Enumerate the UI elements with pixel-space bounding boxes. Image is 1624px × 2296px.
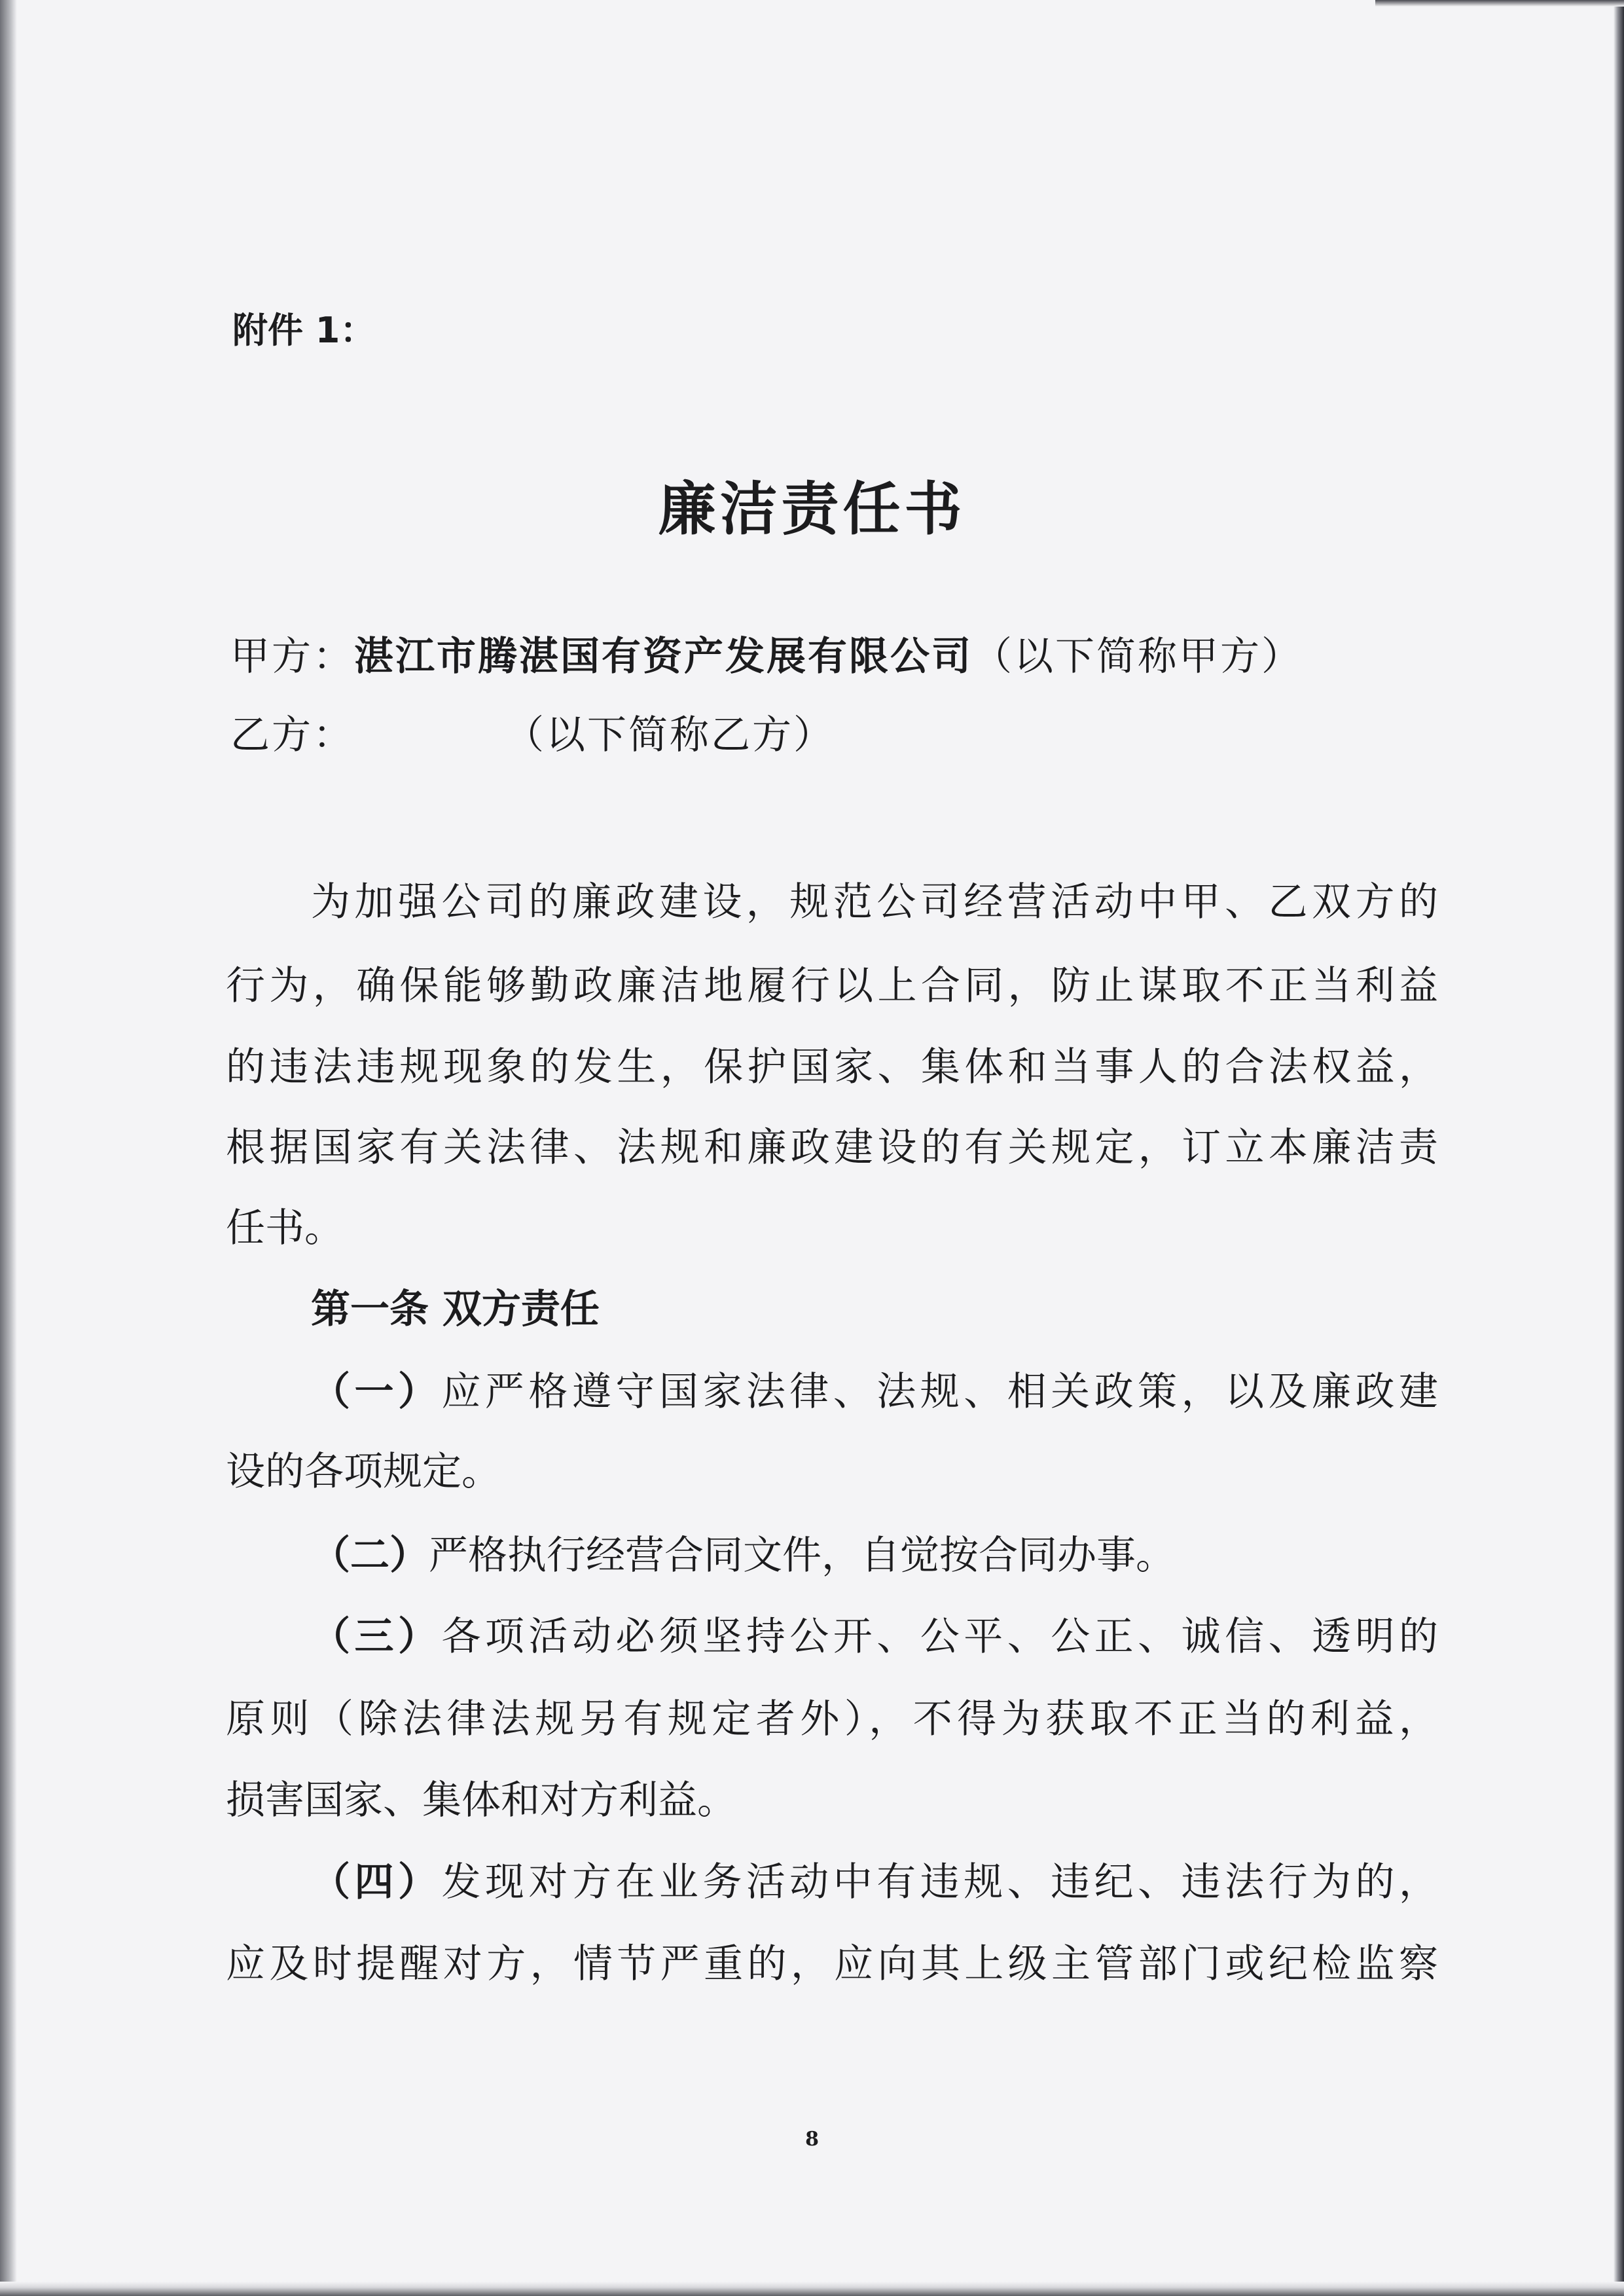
- intro-line: 为加强公司的廉政建设，规范公司经营活动中甲、乙双方的: [311, 879, 1438, 925]
- party-a-note: （以下简称甲方）: [973, 634, 1303, 680]
- item-text: 严格执行经营合同文件，自觉按合同办事。: [429, 1533, 1175, 1578]
- item-text: 应严格遵守国家法律、法规、相关政策，以及廉政建: [441, 1369, 1439, 1415]
- article-1-item-3: [311, 1605, 1438, 1662]
- party-a-label: 甲方：: [230, 634, 354, 680]
- party-a-line: [230, 625, 1303, 682]
- page-number: 8: [805, 2128, 819, 2151]
- item-marker: （三）: [311, 1614, 442, 1660]
- intro-line: 行为，确保能够勤政廉洁地履行以上合同，防止谋取不正当利益: [226, 963, 1438, 1009]
- item-marker: （一）: [311, 1369, 442, 1415]
- party-b-note: （以下简称乙方）: [505, 712, 835, 758]
- scan-edge-bottom: [0, 2282, 1624, 2296]
- article-1-item-3-line-2: 原则（除法律法规另有规定者外），不得为获取不正当的利益，: [226, 1696, 1438, 1742]
- item-marker: （四）: [311, 1859, 442, 1905]
- party-b-label: 乙方：: [230, 712, 354, 758]
- intro-line: 的违法违规现象的发生，保护国家、集体和当事人的合法权益，: [226, 1044, 1438, 1090]
- article-1-item-1-continuation: 设的各项规定。: [226, 1449, 501, 1495]
- article-1-item-4-line-2: 应及时提醒对方，情节严重的，应向其上级主管部门或纪检监察: [226, 1941, 1438, 1987]
- intro-line: 根据国家有关法律、法规和廉政建设的有关规定，订立本廉洁责: [226, 1125, 1438, 1171]
- item-marker: （二）: [311, 1533, 429, 1578]
- article-1-item-1: [311, 1360, 1438, 1417]
- scan-edge-left: [0, 0, 17, 2296]
- article-1-item-2: [311, 1524, 1438, 1580]
- scan-edge-right: [1614, 0, 1624, 2296]
- item-text: 发现对方在业务活动中有违规、违纪、违法行为的，: [441, 1859, 1439, 1905]
- article-1-item-3-line-3: 损害国家、集体和对方利益。: [226, 1777, 736, 1823]
- intro-line: 任书。: [226, 1205, 344, 1251]
- party-a-name: 湛江市腾湛国有资产发展有限公司: [354, 634, 973, 680]
- scan-edge-top: [1375, 0, 1624, 7]
- attachment-label: 附件 1：: [232, 310, 376, 351]
- article-1-item-4: [311, 1851, 1438, 1907]
- item-text: 各项活动必须坚持公开、公平、公正、诚信、透明的: [441, 1614, 1439, 1660]
- document-title: 廉洁责任书: [658, 475, 966, 543]
- party-b-line: [230, 704, 835, 760]
- article-1-heading: 第一条 双方责任: [311, 1286, 600, 1332]
